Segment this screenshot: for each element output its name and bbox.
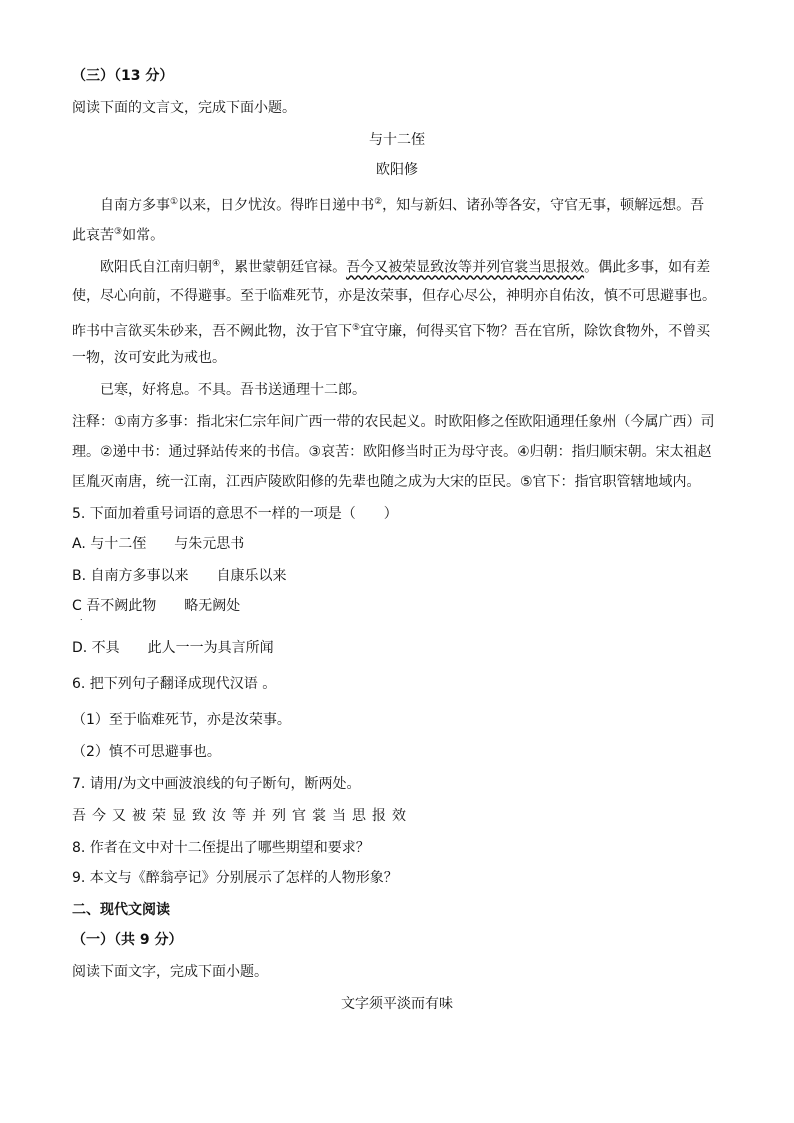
question-6-item-2: （2）慎不可思避事也。 bbox=[72, 744, 221, 760]
essay-paragraph-3: 已寒，好将息。不具。吾书送通理十二郎。 bbox=[100, 382, 366, 398]
notes-line-2: 理。②递中书：通过驿站传来的书信。③哀苦：欧阳修当时正为母守丧。④归朝：指归顺宋朝。宋太祖赵 bbox=[72, 444, 712, 460]
notes-line-3: 匡胤灭南唐，统一江南，江西庐陵欧阳修的先辈也随之成为大宋的臣民。⑤官下：指官职管辖地域内。 bbox=[72, 474, 701, 490]
note-marker: ② bbox=[374, 197, 383, 207]
text-run: 自南方多事 bbox=[100, 197, 170, 214]
section-2-heading: 二、现代文阅读 bbox=[72, 902, 170, 918]
essay-paragraph-2-line-2: 使，尽心向前，不得避事。至于临难死节，亦是汝荣事，但存心尽公，神明亦自佑汝，慎不可思避事也。 bbox=[72, 288, 716, 304]
essay-paragraph-2-line-4: 一物，汝可安此为戒也。 bbox=[72, 350, 226, 366]
question-5-option-c: C 吾不阙此物 略无阙处 bbox=[72, 598, 241, 614]
question-7-sentence: 吾今又被荣显致汝等并列官裳当思报效 bbox=[72, 808, 412, 824]
note-marker: ④ bbox=[212, 259, 221, 269]
notes-line-1: 注释：①南方多事：指北宋仁宗年间广西一带的农民起义。时欧阳修之侄欧阳通理任象州（今属广西）司 bbox=[72, 414, 715, 430]
question-6-item-1: （1）至于临难死节，亦是汝荣事。 bbox=[72, 712, 291, 728]
question-6: 6. 把下列句子翻译成现代汉语 。 bbox=[72, 676, 277, 692]
text-run: 宜守廉，何得买官下物？吾在官所，除饮食物外，不曾买 bbox=[360, 323, 711, 340]
question-7: 7. 请用/为文中画波浪线的句子断句，断两处。 bbox=[72, 776, 361, 792]
text-run: ，累世蒙朝廷官禄。 bbox=[220, 259, 347, 276]
essay-paragraph-1-line-1 bbox=[100, 192, 704, 216]
text-run: 以来，日夕忧汝。得昨日递中书 bbox=[178, 197, 375, 214]
section-2-instruction: 阅读下面文字，完成下面小题。 bbox=[72, 964, 268, 980]
option-c-dot: ． bbox=[80, 613, 88, 622]
question-5-option-a: A. 与十二侄 与朱元思书 bbox=[72, 536, 245, 552]
question-8: 8. 作者在文中对十二侄提出了哪些期望和要求？ bbox=[72, 840, 370, 856]
text-run: ，知与新妇、诸孙等各安，守官无事，顿解远想。吾 bbox=[382, 197, 705, 214]
essay-paragraph-1-line-2 bbox=[72, 222, 164, 246]
wavy-underlined-sentence: 吾今又被荣显致汝等并列官裳当思报效 bbox=[346, 259, 585, 276]
section-heading: （三）（13 分） bbox=[72, 68, 174, 84]
essay-paragraph-2-line-3 bbox=[72, 318, 710, 342]
text-run: 此哀苦 bbox=[72, 227, 114, 244]
text-run: 。偶此多事，如有差 bbox=[584, 259, 711, 276]
question-5: 5. 下面加着重号词语的意思不一样的一项是（ ） bbox=[72, 506, 398, 522]
question-9: 9. 本文与《醉翁亭记》分别展示了怎样的人物形象？ bbox=[72, 870, 398, 886]
note-marker: ⑤ bbox=[352, 323, 361, 333]
section-2-subheading: （一）（共 9 分） bbox=[72, 932, 183, 948]
question-5-option-d: D. 不具 此人一一为具言所闻 bbox=[72, 640, 274, 656]
note-marker: ① bbox=[170, 197, 179, 207]
text-run: 昨书中言欲买朱砂来，吾不阙此物，汝于官下 bbox=[72, 323, 352, 340]
essay-title: 与十二侄 bbox=[369, 132, 425, 148]
text-run: 欧阳氏自江南归朝 bbox=[100, 259, 212, 276]
question-5-option-b: B. 自南方多事以来 自康乐以来 bbox=[72, 568, 287, 584]
essay-paragraph-2-line-1 bbox=[100, 254, 710, 278]
essay-author: 欧阳修 bbox=[376, 162, 418, 178]
note-marker: ③ bbox=[114, 227, 123, 237]
text-run: 如常。 bbox=[122, 227, 165, 244]
section-instruction: 阅读下面的文言文，完成下面小题。 bbox=[72, 100, 296, 116]
next-essay-title: 文字须平淡而有味 bbox=[341, 996, 453, 1012]
